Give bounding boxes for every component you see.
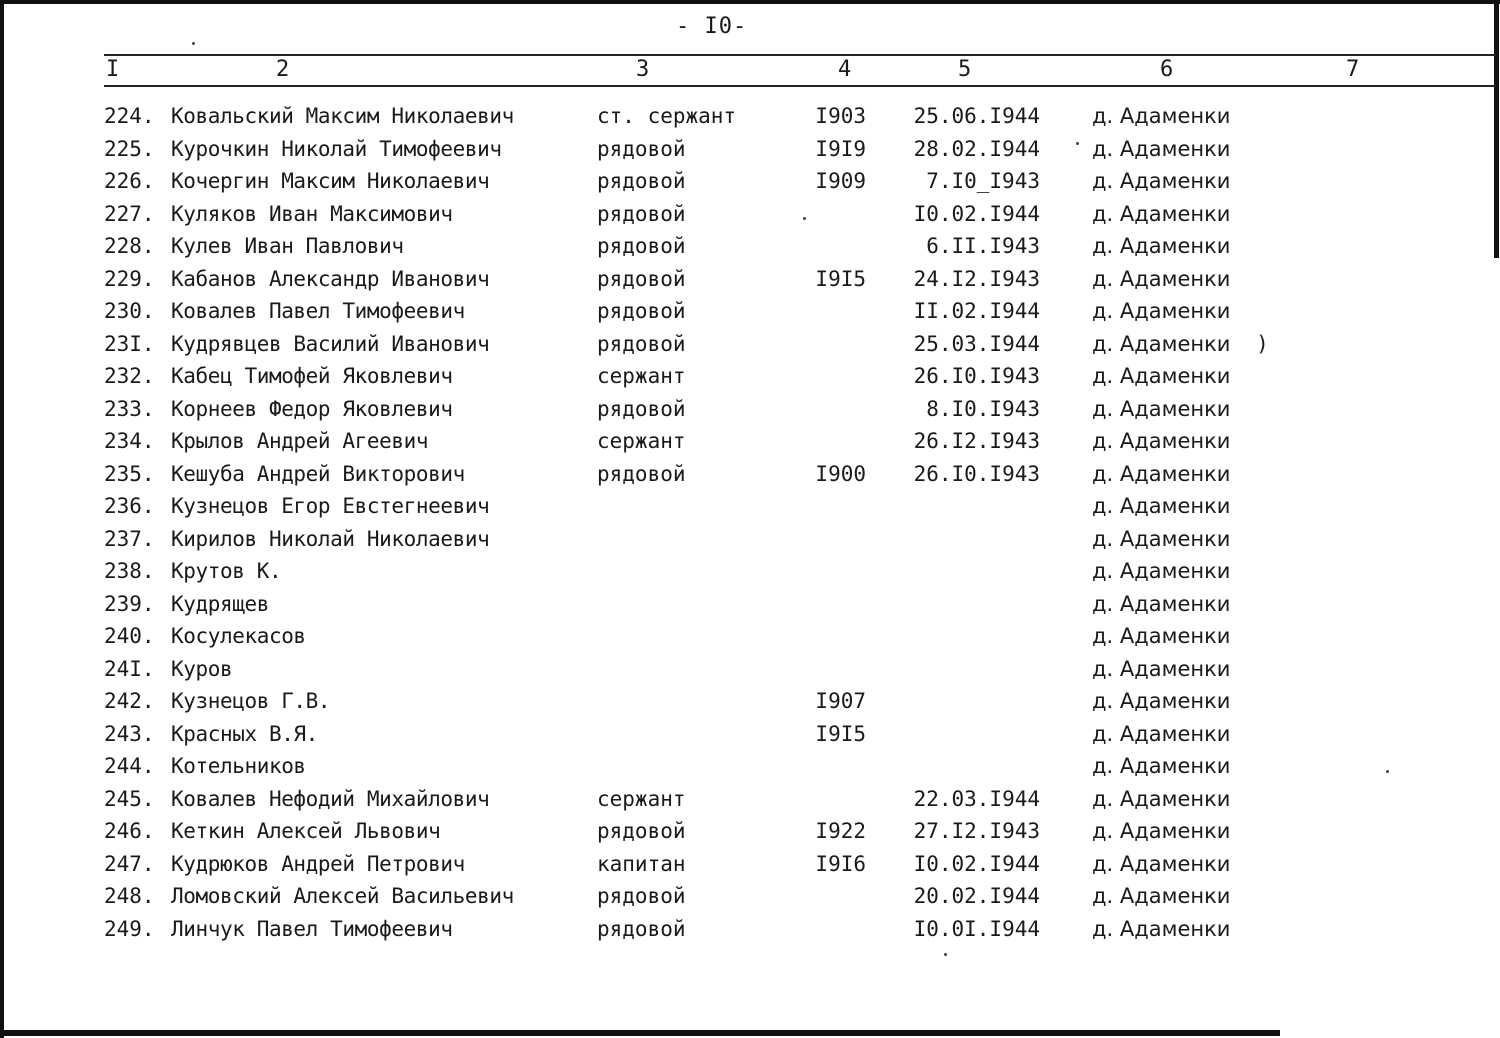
- row-number: 24I.: [104, 656, 155, 681]
- row-number: 236.: [104, 494, 155, 518]
- burial-place: д. Адаменки: [1092, 559, 1231, 583]
- table-row: [0, 459, 1500, 492]
- person-name: Кудрюков Андрей Петрович: [171, 851, 465, 876]
- person-name: Крутов К.: [171, 559, 282, 583]
- person-name: Кулев Иван Павлович: [171, 234, 404, 258]
- death-date: 7.I0_I943: [926, 169, 1040, 193]
- row-number: 226.: [104, 169, 155, 193]
- person-name: Крылов Андрей Агеевич: [171, 429, 429, 453]
- military-rank: рядовой: [597, 396, 686, 421]
- person-name: Ковальский Максим Николаевич: [171, 104, 514, 128]
- death-date: 24.I2.I943: [913, 266, 1040, 291]
- burial-place: д. Адаменки: [1092, 884, 1231, 908]
- table-row: [0, 881, 1500, 914]
- birth-year: I9I9: [815, 136, 866, 161]
- table-row: [0, 296, 1500, 329]
- table-row: [0, 166, 1500, 199]
- row-number: 245.: [104, 786, 155, 811]
- military-rank: рядовой: [597, 169, 686, 193]
- person-name: Линчук Павел Тимофеевич: [171, 916, 453, 941]
- row-number: 249.: [104, 916, 155, 941]
- military-rank: рядовой: [597, 136, 686, 161]
- column-header-3: 3: [636, 57, 650, 82]
- table-row: [0, 621, 1500, 654]
- burial-place: д. Адаменки: [1092, 234, 1231, 258]
- table-row: [0, 101, 1500, 134]
- burial-place: д. Адаменки: [1092, 201, 1231, 226]
- burial-place: д. Адаменки: [1092, 526, 1231, 551]
- death-date: I0.0I.I944: [913, 916, 1040, 941]
- table-row: [0, 556, 1500, 589]
- table-row: [0, 361, 1500, 394]
- military-rank: рядовой: [597, 884, 686, 908]
- column-header-1: I: [106, 57, 120, 82]
- row-number: 230.: [104, 299, 155, 323]
- birth-year: I9I6: [815, 851, 866, 876]
- birth-year: I922: [815, 819, 866, 843]
- death-date: 26.I0.I943: [913, 364, 1040, 388]
- death-date: 22.03.I944: [913, 786, 1040, 811]
- person-name: Косулекасов: [171, 624, 306, 648]
- row-number: 229.: [104, 266, 155, 291]
- person-name: Куляков Иван Максимович: [171, 201, 453, 226]
- military-rank: рядовой: [597, 461, 686, 486]
- row-number: 246.: [104, 819, 155, 843]
- military-rank: рядовой: [597, 299, 686, 323]
- row-number: 237.: [104, 526, 155, 551]
- military-rank: рядовой: [597, 201, 686, 226]
- burial-place: д. Адаменки: [1092, 331, 1231, 356]
- burial-place: д. Адаменки: [1092, 721, 1231, 746]
- row-number: 248.: [104, 884, 155, 908]
- header-rule-top: [104, 54, 1496, 56]
- table-row: [0, 394, 1500, 427]
- death-date: I0.02.I944: [913, 201, 1040, 226]
- row-number: 234.: [104, 429, 155, 453]
- burial-place: д. Адаменки: [1092, 851, 1231, 876]
- death-date: 6.II.I943: [926, 234, 1040, 258]
- burial-place: д. Адаменки: [1092, 819, 1231, 843]
- row-number: 240.: [104, 624, 155, 648]
- birth-year: I907: [815, 689, 866, 713]
- row-number: 23I.: [104, 331, 155, 356]
- table-row: [0, 134, 1500, 167]
- person-name: Кабец Тимофей Яковлевич: [171, 364, 453, 388]
- military-rank: рядовой: [597, 331, 686, 356]
- column-header-4: 4: [838, 57, 852, 82]
- table-row: [0, 231, 1500, 264]
- death-date: 20.02.I944: [913, 884, 1040, 908]
- margin-mark: ): [1258, 331, 1267, 356]
- row-number: 225.: [104, 136, 155, 161]
- column-header-5: 5: [958, 57, 972, 82]
- burial-place: д. Адаменки: [1092, 494, 1231, 518]
- column-header-2: 2: [276, 57, 290, 82]
- row-number: 224.: [104, 104, 155, 128]
- row-number: 239.: [104, 591, 155, 616]
- birth-year: I9I5: [815, 266, 866, 291]
- military-rank: рядовой: [597, 266, 686, 291]
- row-number: 228.: [104, 234, 155, 258]
- row-number: 232.: [104, 364, 155, 388]
- page-number: - I0-: [676, 14, 748, 39]
- burial-place: д. Адаменки: [1092, 591, 1231, 616]
- scan-speck: [1386, 770, 1389, 773]
- military-rank: сержант: [597, 429, 686, 453]
- military-rank: ст. сержант: [597, 104, 737, 128]
- birth-year: I9I5: [815, 721, 866, 746]
- column-header-6: 6: [1160, 57, 1174, 82]
- military-rank: капитан: [597, 851, 686, 876]
- person-name: Корнеев Федор Яковлевич: [171, 396, 453, 421]
- column-header-7: 7: [1346, 57, 1360, 82]
- burial-place: д. Адаменки: [1092, 461, 1231, 486]
- row-number: 227.: [104, 201, 155, 226]
- person-name: Красных В.Я.: [171, 721, 318, 746]
- death-date: 25.06.I944: [913, 104, 1040, 128]
- row-number: 242.: [104, 689, 155, 713]
- person-name: Кузнецов Г.В.: [171, 689, 331, 713]
- death-date: 26.I2.I943: [913, 429, 1040, 453]
- birth-year: I909: [815, 169, 866, 193]
- burial-place: д. Адаменки: [1092, 169, 1231, 193]
- death-date: 28.02.I944: [913, 136, 1040, 161]
- burial-place: д. Адаменки: [1092, 656, 1231, 681]
- military-rank: рядовой: [597, 819, 686, 843]
- burial-place: д. Адаменки: [1092, 136, 1231, 161]
- person-name: Кочергин Максим Николаевич: [171, 169, 490, 193]
- burial-place: д. Адаменки: [1092, 429, 1231, 453]
- burial-place: д. Адаменки: [1092, 754, 1231, 778]
- person-name: Кирилов Николай Николаевич: [171, 526, 490, 551]
- person-name: Кеткин Алексей Львович: [171, 819, 441, 843]
- scan-speck: [1076, 142, 1079, 145]
- table-row: [0, 849, 1500, 882]
- person-name: Кузнецов Егор Евстегнеевич: [171, 494, 490, 518]
- burial-place: д. Адаменки: [1092, 396, 1231, 421]
- table-row: [0, 426, 1500, 459]
- table-row: [0, 524, 1500, 557]
- person-name: Куров: [171, 656, 233, 681]
- table-row: [0, 784, 1500, 817]
- scan-border-bottom: [0, 1030, 1280, 1036]
- burial-place: д. Адаменки: [1092, 916, 1231, 941]
- scan-speck: [944, 953, 947, 956]
- scan-border-top: [0, 0, 1500, 4]
- person-name: Ковалев Нефодий Михайлович: [171, 786, 490, 811]
- death-date: 25.03.I944: [913, 331, 1040, 356]
- row-number: 238.: [104, 559, 155, 583]
- table-row: [0, 654, 1500, 687]
- birth-year: I900: [815, 461, 866, 486]
- death-date: II.02.I944: [913, 299, 1040, 323]
- death-date: I0.02.I944: [913, 851, 1040, 876]
- person-name: Ковалев Павел Тимофеевич: [171, 299, 465, 323]
- burial-place: д. Адаменки: [1092, 689, 1231, 713]
- row-number: 235.: [104, 461, 155, 486]
- person-name: Котельников: [171, 754, 306, 778]
- military-rank: сержант: [597, 364, 686, 388]
- table-row: [0, 199, 1500, 232]
- burial-place: д. Адаменки: [1092, 786, 1231, 811]
- military-rank: рядовой: [597, 234, 686, 258]
- death-date: 26.I0.I943: [913, 461, 1040, 486]
- person-name: Курочкин Николай Тимофеевич: [171, 136, 502, 161]
- row-number: 233.: [104, 396, 155, 421]
- birth-year: I903: [815, 104, 866, 128]
- table-row: [0, 589, 1500, 622]
- table-row: [0, 686, 1500, 719]
- person-name: Ломовский Алексей Васильевич: [171, 884, 514, 908]
- death-date: 8.I0.I943: [926, 396, 1040, 421]
- death-date: 27.I2.I943: [913, 819, 1040, 843]
- table-row: [0, 719, 1500, 752]
- table-row: [0, 491, 1500, 524]
- table-row: [0, 751, 1500, 784]
- burial-place: д. Адаменки: [1092, 364, 1231, 388]
- table-row: [0, 264, 1500, 297]
- person-name: Кабанов Александр Иванович: [171, 266, 490, 291]
- table-row: [0, 329, 1500, 362]
- person-name: Кудрявцев Василий Иванович: [171, 331, 490, 356]
- row-number: 247.: [104, 851, 155, 876]
- military-rank: рядовой: [597, 916, 686, 941]
- person-name: Кудрящев: [171, 591, 269, 616]
- military-rank: сержант: [597, 786, 686, 811]
- person-name: Кешуба Андрей Викторович: [171, 461, 465, 486]
- burial-place: д. Адаменки: [1092, 104, 1231, 128]
- burial-place: д. Адаменки: [1092, 266, 1231, 291]
- burial-place: д. Адаменки: [1092, 624, 1231, 648]
- burial-place: д. Адаменки: [1092, 299, 1231, 323]
- table-row: [0, 816, 1500, 849]
- row-number: 244.: [104, 754, 155, 778]
- table-row: [0, 914, 1500, 947]
- scan-speck: [192, 42, 195, 45]
- casualty-list: [0, 101, 1500, 946]
- header-rule-bottom: [104, 85, 1496, 87]
- row-number: 243.: [104, 721, 155, 746]
- scan-speck: [803, 217, 806, 220]
